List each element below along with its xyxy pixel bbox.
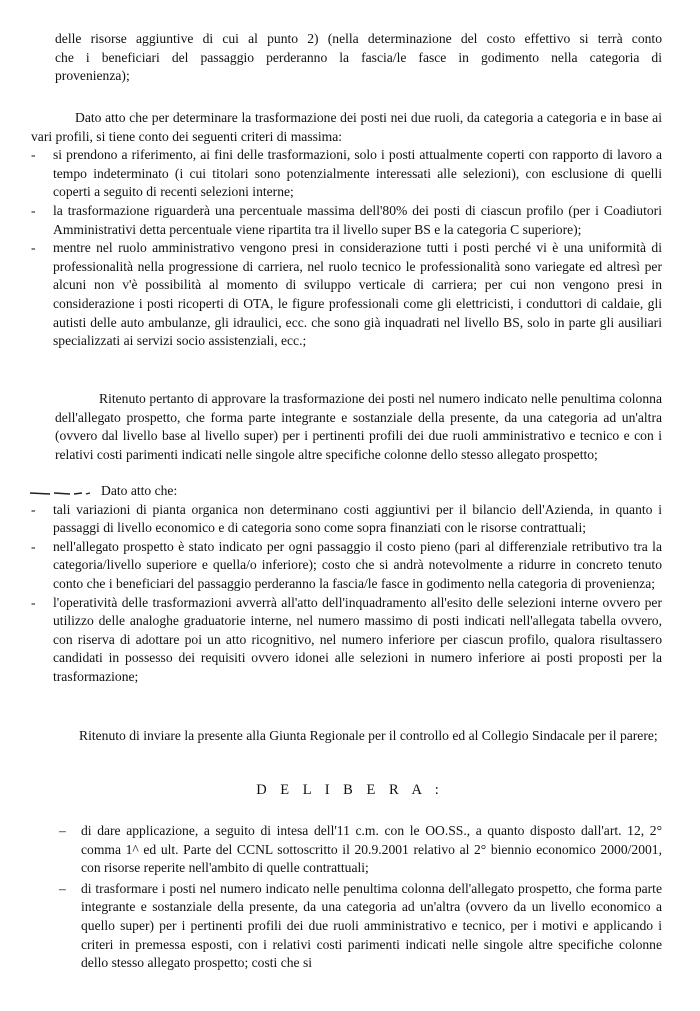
criteria-section xyxy=(31,109,662,351)
bullet-dash: – xyxy=(59,880,66,896)
intro-line: delle risorse aggiuntive di cui al punto 2) (nella determinazione del costo effettivo si terrà conto xyxy=(55,31,662,46)
criteria-item-text: si prendono a riferimento, ai fini delle trasformazioni, solo i posti attualmente coperti con rapporto di lavoro a tempo indeterminato (i cui titolari sono potenzialmente interessati alle selezioni), con esclusione di quelli coperti a seguito di recenti selezioni interne; xyxy=(53,147,662,200)
delibera-title: D E L I B E R A : xyxy=(256,782,444,798)
intro-line: che i beneficiari del passaggio perderanno la fascia/le fasce in godimento nella categoria di xyxy=(55,49,662,65)
bullet-dash: - xyxy=(31,594,36,610)
criteria-item-text: mentre nel ruolo amministrativo vengono presi in considerazione tutti i posti perché vi è una uniformità di professionalità nella progressione di carriera, nel ruolo tecnico le professionalità sono variegate ed altresì per alcuni non v'è possibilità al momento di sviluppo verticale di carriera; per cui non vengono presi in considerazione i posti ricoperti di OTA, le figure professionali come gli elettricisti, i conduttori di caldaie, gli autisti delle auto ambulanze, gli idraulici, ecc. che sono già inquadrati nel livello BS, solo in parte gli ausiliari specializzati ai servizi socio assistenziali, ecc.; xyxy=(53,240,662,349)
dato-atto-section xyxy=(31,482,662,687)
criteria-item xyxy=(31,146,662,202)
bullet-dash: - xyxy=(31,501,36,517)
dato-atto-item xyxy=(31,594,662,687)
ritenuto-approvare-text: Ritenuto pertanto di approvare la trasformazione dei posti nel numero indicato nelle penultima colonna dell'allegato prospetto, che forma parte integrante e sostanziale della presente, da una categoria ad un'altra (ovvero dal livello base al livello super) per i pertinenti profili dei due ruoli amministrativo e tecnico e con i relativi costi parimenti indicati nelle singole altre specifiche colonne dello stesso allegato prospetto; xyxy=(55,391,662,462)
bullet-dash: – xyxy=(59,823,66,838)
dato-atto-item-text: tali variazioni di pianta organica non determinano costi aggiuntivi per il bilancio dell'Azienda, in quanto i passaggi di livello economico e di categoria sono come sopra finanziati con le risorse contrattuali; xyxy=(53,501,662,536)
dato-atto-item-text: l'operatività delle trasformazioni avverrà all'atto dell'inquadramento all'esito delle selezioni interne ovvero per utilizzo delle analoghe graduatorie interne, nel numero massimo di posti indicati nell'allegata tabella ovvero, con riserva di adottare poi un atto ricognitivo, nel numero inferiore per ciascun profilo, qualora risultassero candidati in possesso dei requisiti ovvero idonei alle selezioni in numero inferiore ai posti proposti per la trasformazione; xyxy=(53,594,662,684)
criteria-lead: Dato atto che per determinare la trasformazione dei posti nei due ruoli, da categoria a categoria e in base ai vari profili, si tiene conto dei seguenti criteri di massima: xyxy=(31,110,662,144)
criteria-item xyxy=(31,202,662,239)
ritenuto-approvare-paragraph xyxy=(55,390,662,464)
ritenuto-inviare-text: Ritenuto di inviare la presente alla Giunta Regionale per il controllo ed al Collegio Sindacale per il parere; xyxy=(79,728,658,743)
delibera-section xyxy=(31,822,662,973)
delibera-item xyxy=(31,822,662,878)
bullet-dash: - xyxy=(31,202,36,218)
criteria-item xyxy=(31,239,662,351)
bullet-dash: - xyxy=(31,147,36,163)
dato-atto-item xyxy=(31,501,662,538)
intro-paragraph xyxy=(55,30,662,86)
dato-atto-lead: Dato atto che: xyxy=(101,483,178,498)
delibera-item-text: di trasformare i posti nel numero indicato nelle penultima colonna dell'allegato prospetto, che forma parte integrante e sostanziale della presente, da una categoria ad un'altra (ovvero da un livello economico a quello super) per i pertinenti profili dei due ruoli amministrativo e tecnico, per i motivi e applicando i criteri in premessa esposti, con i relativi costi parimenti indicati nelle singole altre specifiche colonne dello stesso allegato prospetto; costi che si xyxy=(81,880,662,971)
bullet-dash: - xyxy=(31,240,36,256)
bullet-dash: - xyxy=(31,538,36,554)
delibera-item-text: di dare applicazione, a seguito di intesa dell'11 c.m. con le OO.SS., a quanto disposto dall'art. 12, 2° comma 1^ ed ult. Parte del CCNL sottoscritto il 20.9.2001 relativo al 2° biennio economico 2000/2001, con risorse reperite nell'ambito di quelle contrattuali; xyxy=(81,823,662,876)
dato-atto-item-text: nell'allegato prospetto è stato indicato per ogni passaggio il costo pieno (pari al differenziale retributivo tra la categoria/livello superiore e quella/o inferiore); costo che si andrà notevolmente a ridurre in concreto tenuto conto che i beneficiari del passaggio perderanno la fascia/le fasce in godimento nella categoria di provenienza; xyxy=(53,538,662,591)
delibera-item xyxy=(31,880,662,973)
intro-line: provenienza); xyxy=(55,68,130,84)
dato-atto-item xyxy=(31,538,662,594)
criteria-item-text: la trasformazione riguarderà una percentuale massima dell'80% dei posti di ciascun profilo (per i Coadiutori Amministrativi detta percentuale viene ripartita tra il livello super BS e la categoria C superiore); xyxy=(53,202,662,237)
ritenuto-inviare-paragraph xyxy=(55,727,662,746)
